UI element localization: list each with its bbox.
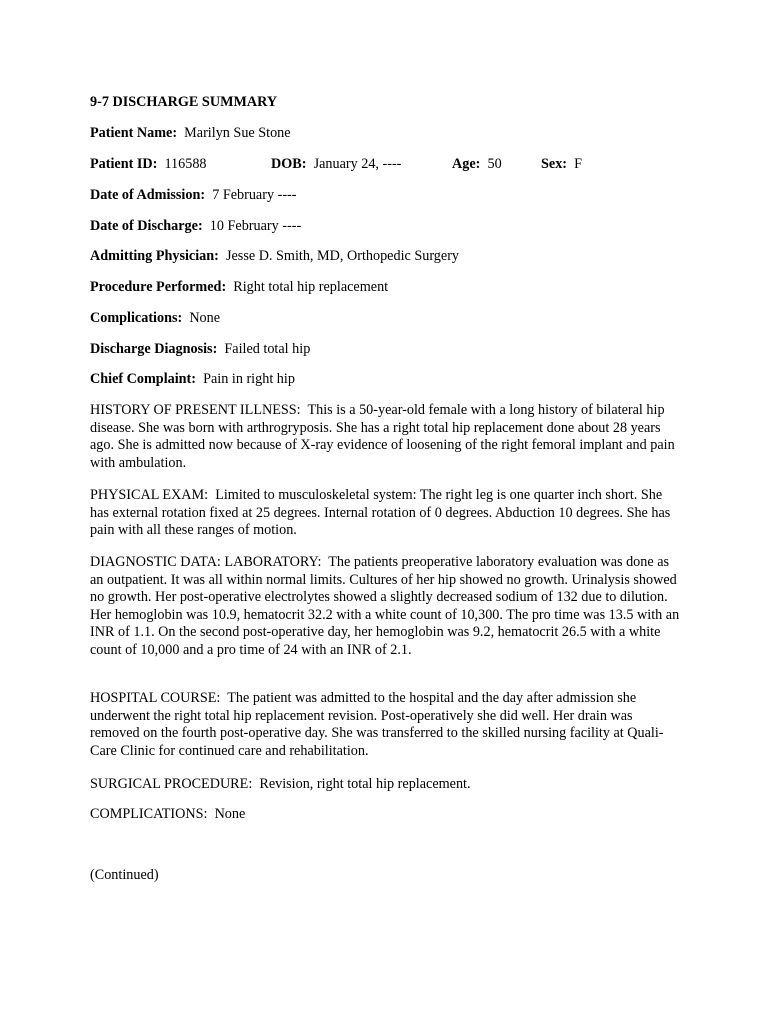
admission-value: 7 February ---- bbox=[212, 187, 297, 203]
exam-text: Limited to musculoskeletal system: The right leg is one quarter inch short. She has external rotation fixed at 25 degrees. Internal rotation of 0 degrees. Abduction 10 degrees. She has pain with all these ranges of motion. bbox=[90, 487, 671, 539]
discharge-row bbox=[90, 218, 301, 235]
patient-name-row bbox=[90, 125, 291, 142]
admission-row bbox=[90, 187, 297, 204]
surgical-text: Revision, right total hip replacement. bbox=[259, 776, 471, 792]
history-section bbox=[90, 402, 680, 472]
age-value: 50 bbox=[487, 156, 502, 172]
complications-row bbox=[90, 310, 220, 327]
surgical-section bbox=[90, 776, 471, 793]
physician-label: Admitting Physician: bbox=[90, 248, 219, 264]
patient-name-value: Marilyn Sue Stone bbox=[184, 125, 291, 141]
diagnosis-row bbox=[90, 341, 310, 358]
sex-value: F bbox=[574, 156, 582, 172]
patient-id-label: Patient ID: bbox=[90, 156, 158, 172]
age-label: Age: bbox=[452, 156, 481, 172]
age-field bbox=[452, 156, 502, 173]
discharge-label: Date of Discharge: bbox=[90, 218, 203, 234]
diagnosis-value: Failed total hip bbox=[224, 341, 311, 357]
exam-heading: PHYSICAL EXAM: bbox=[90, 487, 209, 503]
exam-section bbox=[90, 487, 680, 540]
physician-row bbox=[90, 248, 459, 265]
discharge-value: 10 February ---- bbox=[209, 218, 302, 234]
course-heading: HOSPITAL COURSE: bbox=[90, 690, 221, 706]
complications2-text: None bbox=[214, 806, 246, 822]
dob-label: DOB: bbox=[271, 156, 307, 172]
history-text: This is a 50-year-old female with a long history of bilateral hip disease. She was born with arthrogryposis. She has a right total hip replacement done about 28 years ago. She is admitted now because of X-ray evidence of loosening of the right femoral implant and pain with ambulation. bbox=[90, 402, 675, 471]
history-heading: HISTORY OF PRESENT ILLNESS: bbox=[90, 402, 301, 418]
complications-section bbox=[90, 806, 245, 823]
dob-value: January 24, ---- bbox=[313, 156, 402, 172]
physician-value: Jesse D. Smith, MD, Orthopedic Surgery bbox=[225, 248, 460, 264]
sex-field bbox=[541, 156, 582, 173]
chief-complaint-label: Chief Complaint: bbox=[90, 371, 197, 387]
dob-field bbox=[271, 156, 401, 173]
procedure-value: Right total hip replacement bbox=[233, 279, 389, 295]
procedure-label: Procedure Performed: bbox=[90, 279, 227, 295]
admission-label: Date of Admission: bbox=[90, 187, 206, 203]
diagnostic-section bbox=[90, 554, 680, 660]
chief-complaint-value: Pain in right hip bbox=[203, 371, 295, 387]
diagnostic-heading: DIAGNOSTIC DATA: LABORATORY: bbox=[90, 554, 322, 570]
chief-complaint-row bbox=[90, 371, 295, 388]
procedure-row bbox=[90, 279, 388, 296]
patient-id-field bbox=[90, 156, 207, 173]
complications2-heading: COMPLICATIONS: bbox=[90, 806, 208, 822]
course-text: The patient was admitted to the hospital and the day after admission she underwent the right total hip replacement revision. Post-operatively she did well. Her drain was removed on the fourth post-operative day. She was transferred to the skilled nursing facility at Quali-Care Clinic for continued care and rehabilitation. bbox=[90, 690, 664, 759]
course-section bbox=[90, 690, 680, 760]
diagnostic-text: The patients preoperative laboratory evaluation was done as an outpatient. It was all within normal limits. Cultures of her hip showed no growth. Urinalysis showed no growth. Her post-operative electrolytes showed a slightly decreased sodium of 132 due to dilution. Her hemoglobin was 10.9, hematocrit 32.2 with a white count of 10,300. The pro time was 13.5 with an INR of 1.1. On the second post-operative day, her hemoglobin was 9.2, hematocrit 26.5 with a white count of 10,000 and a pro time of 24 with an INR of 2.1. bbox=[90, 554, 680, 658]
sex-label: Sex: bbox=[541, 156, 568, 172]
patient-id-value: 116588 bbox=[164, 156, 207, 172]
patient-id-row bbox=[90, 156, 690, 173]
continued-note: (Continued) bbox=[90, 867, 159, 883]
diagnosis-label: Discharge Diagnosis: bbox=[90, 341, 218, 357]
patient-name-label: Patient Name: bbox=[90, 125, 178, 141]
surgical-heading: SURGICAL PROCEDURE: bbox=[90, 776, 253, 792]
document-title: 9-7 DISCHARGE SUMMARY bbox=[90, 94, 278, 110]
complications-label: Complications: bbox=[90, 310, 183, 326]
complications-value: None bbox=[189, 310, 221, 326]
